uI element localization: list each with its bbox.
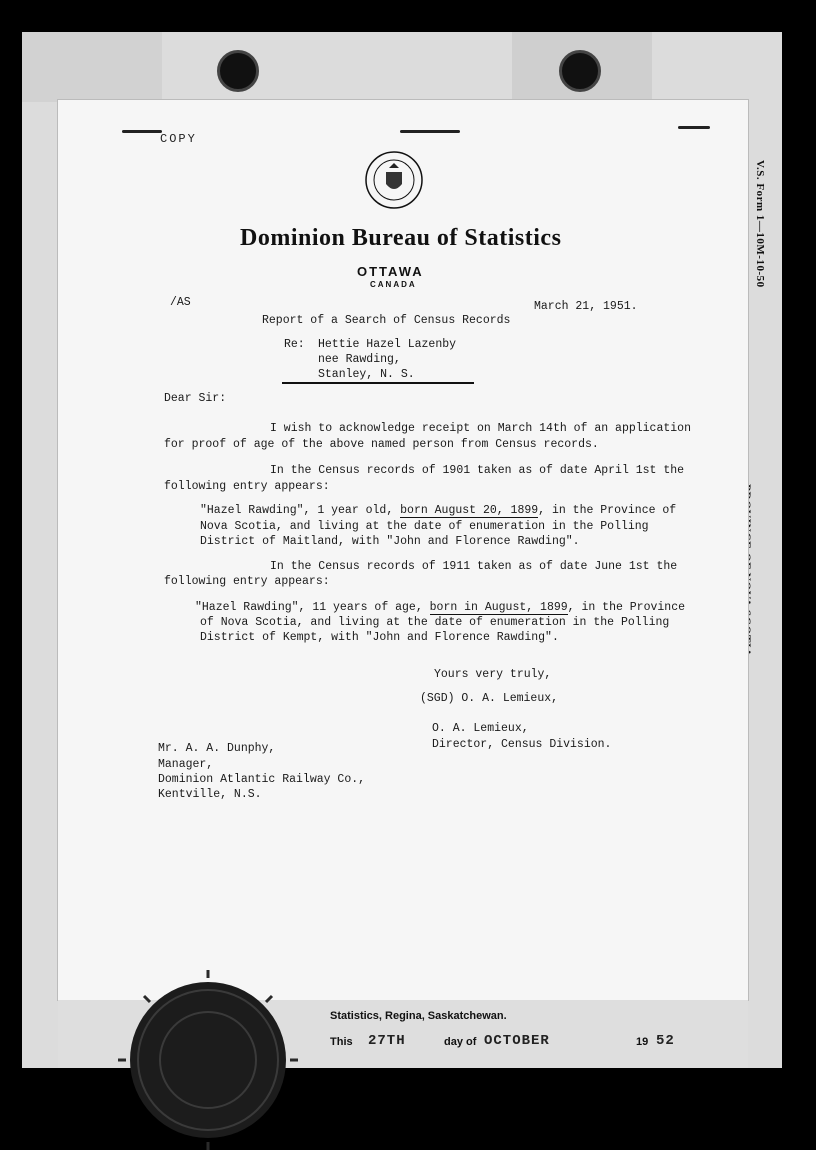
stamp-year-suffix: 52 <box>656 1033 675 1049</box>
stamp-month: OCTOBER <box>484 1033 550 1049</box>
entry-1911-line <box>195 601 685 614</box>
stamp-day: 27TH <box>368 1033 406 1049</box>
salutation: Dear Sir: <box>164 392 227 405</box>
reference-code: /AS <box>170 296 191 309</box>
paragraph-line: In the Census records of 1911 taken as of date June 1st the <box>270 560 678 573</box>
stamp-office: Statistics, Regina, Saskatchewan. <box>330 1010 507 1022</box>
addressee-line: Dominion Atlantic Railway Co., <box>158 773 366 786</box>
sheet-tab <box>22 32 162 102</box>
stamp-year-prefix: 19 <box>636 1036 649 1048</box>
staple <box>122 130 162 133</box>
paragraph-line: District of Maitland, with "John and Florence Rawding". <box>200 535 580 548</box>
re-line: Hettie Hazel Lazenby <box>318 338 457 351</box>
paragraph-line: following entry appears: <box>164 575 330 588</box>
letter-date: March 21, 1951. <box>534 300 638 313</box>
closing: Yours very truly, <box>434 668 552 681</box>
paragraph-line: District of Kempt, with "John and Florence Rawding". <box>200 631 559 644</box>
re-line: Stanley, N. S. <box>318 368 415 381</box>
paragraph-line: In the Census records of 1901 taken as of date April 1st the <box>270 464 685 477</box>
staple <box>678 126 710 129</box>
entry-text: , in the Province <box>567 601 685 614</box>
entry-text: , in the Province of <box>538 504 677 517</box>
crest-icon <box>364 150 424 210</box>
signer-name: O. A. Lemieux, <box>432 722 529 735</box>
copy-mark: COPY <box>160 132 197 146</box>
entry-text: "Hazel Rawding", 11 years of age, <box>195 601 430 614</box>
addressee-line: Manager, <box>158 758 214 771</box>
stamp-dayof-label: day of <box>444 1036 477 1048</box>
staple <box>400 130 460 133</box>
letterhead-title: Dominion Bureau of Statistics <box>240 225 562 251</box>
birth-date-1911: born in August, 1899 <box>429 601 568 614</box>
paragraph-line: of Nova Scotia, and living at the date of enumeration in the Polling <box>200 616 670 629</box>
binder-hole <box>217 50 259 92</box>
letterhead-city: OTTAWA <box>357 264 424 279</box>
paragraph-line: Nova Scotia, and living at the date of enumeration in the Polling <box>200 520 649 533</box>
letter-subject: Report of a Search of Census Records <box>262 314 511 327</box>
signer-title: Director, Census Division. <box>432 738 612 751</box>
binder-hole <box>559 50 601 92</box>
form-number-label: V.S. Form 1—10M-10-50 <box>754 160 766 288</box>
stamp-this-label: This <box>330 1036 353 1048</box>
paragraph-line: following entry appears: <box>164 480 330 493</box>
paragraph-line: for proof of age of the above named person from Census records. <box>164 438 599 451</box>
letterhead-country: CANADA <box>370 280 417 289</box>
re-label: Re: <box>284 338 305 351</box>
entry-text: "Hazel Rawding", 1 year old, <box>200 504 401 517</box>
paragraph-line: I wish to acknowledge receipt on March 14th of an application <box>270 422 691 435</box>
signed-line: (SGD) O. A. Lemieux, <box>420 692 559 705</box>
addressee-line: Kentville, N.S. <box>158 788 262 801</box>
addressee-line: Mr. A. A. Dunphy, <box>158 742 276 755</box>
re-line: nee Rawding, <box>318 353 401 366</box>
entry-1901-line <box>200 504 676 517</box>
birth-date-1901: born August 20, 1899 <box>400 504 539 517</box>
re-underline <box>282 382 474 384</box>
official-seal-icon <box>118 970 298 1150</box>
